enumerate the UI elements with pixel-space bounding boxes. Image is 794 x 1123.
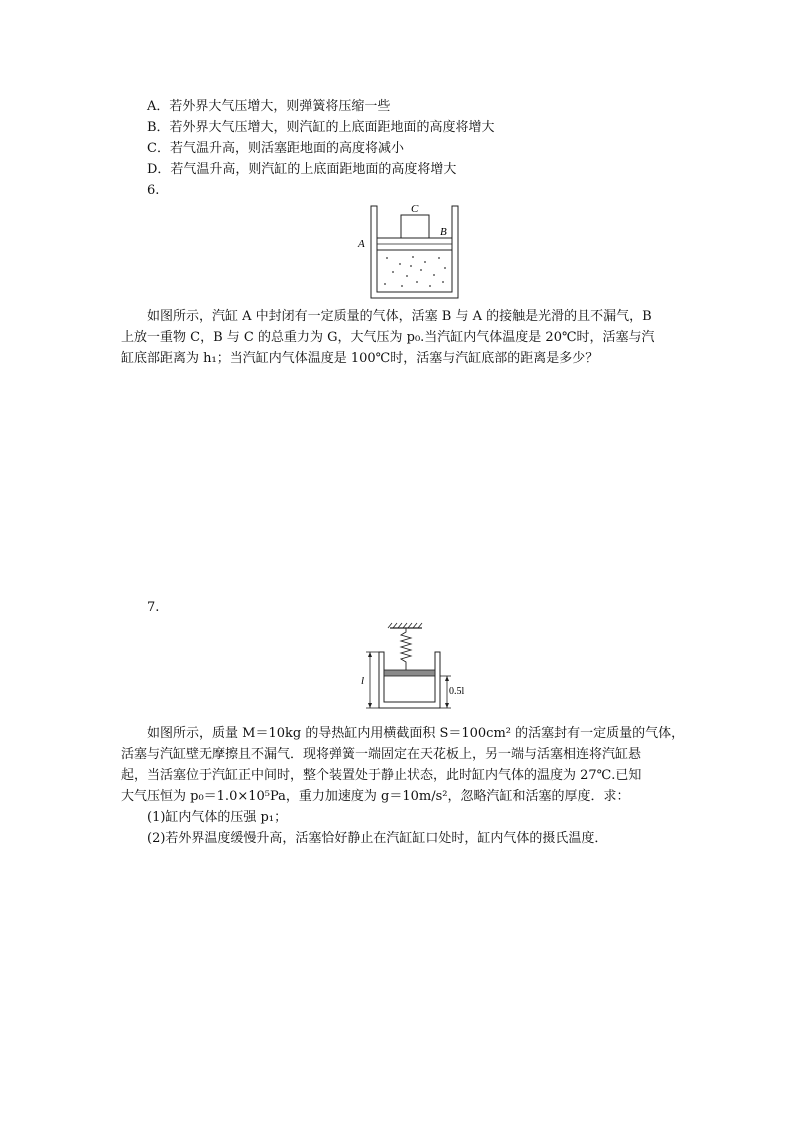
q5-option-b: B．若外界大气压增大，则汽缸的上底面距地面的高度将增大 [147,120,495,135]
q6-label-c: C [411,203,419,215]
q7-text-4: 大气压恒为 p₀＝1.0×10⁵Pa，重力加速度为 g＝10m/s²，忽略汽缸和活塞的厚度．求： [121,789,630,804]
q7-subquestion-1: (1)缸内气体的压强 p₁； [147,810,288,825]
q7-subquestion-2: (2)若外界温度缓慢升高，活塞恰好静止在汽缸缸口处时，缸内气体的摄氏温度． [147,831,608,846]
q7-label-l: l [361,675,365,687]
q6-label-b: B [440,226,447,238]
q7-text-2: 活塞与汽缸壁无摩擦且不漏气．现将弹簧一端固定在天花板上，另一端与活塞相连将汽缸悬 [121,747,642,762]
q6-text-1: 如图所示，汽缸 A 中封闭有一定质量的气体，活塞 B 与 A 的接触是光滑的且不漏气，B [147,309,652,324]
q5-option-c: C．若气温升高，则活塞距地面的高度将减小 [147,141,404,156]
q7-text-3: 起，当活塞位于汽缸正中间时，整个装置处于静止状态，此时缸内气体的温度为 27℃.已知 [121,768,642,783]
q6-label-a: A [358,238,365,250]
q6-number: 6. [147,183,160,198]
q6-text-2: 上放一重物 C，B 与 C 的总重力为 G，大气压为 p₀.当汽缸内气体温度是 20℃时，活塞与汽 [121,330,655,345]
q6-text-3: 缸底部距离为 h₁；当汽缸内气体温度是 100℃时，活塞与汽缸底部的距离是多少？ [121,351,599,366]
q5-option-d: D．若气温升高，则汽缸的上底面距地面的高度将增大 [147,162,457,177]
q6-cylinder-figure [355,200,470,302]
q7-number: 7. [147,600,160,615]
q7-text-1: 如图所示，质量 M＝10kg 的导热缸内用横截面积 S＝100cm² 的活塞封有一定质量的气体， [147,726,685,741]
q7-label-half-l: 0.5l [449,686,465,697]
q5-option-a: A．若外界大气压增大，则弹簧将压缩一些 [147,99,391,114]
q7-hanging-cylinder-figure [352,622,472,714]
